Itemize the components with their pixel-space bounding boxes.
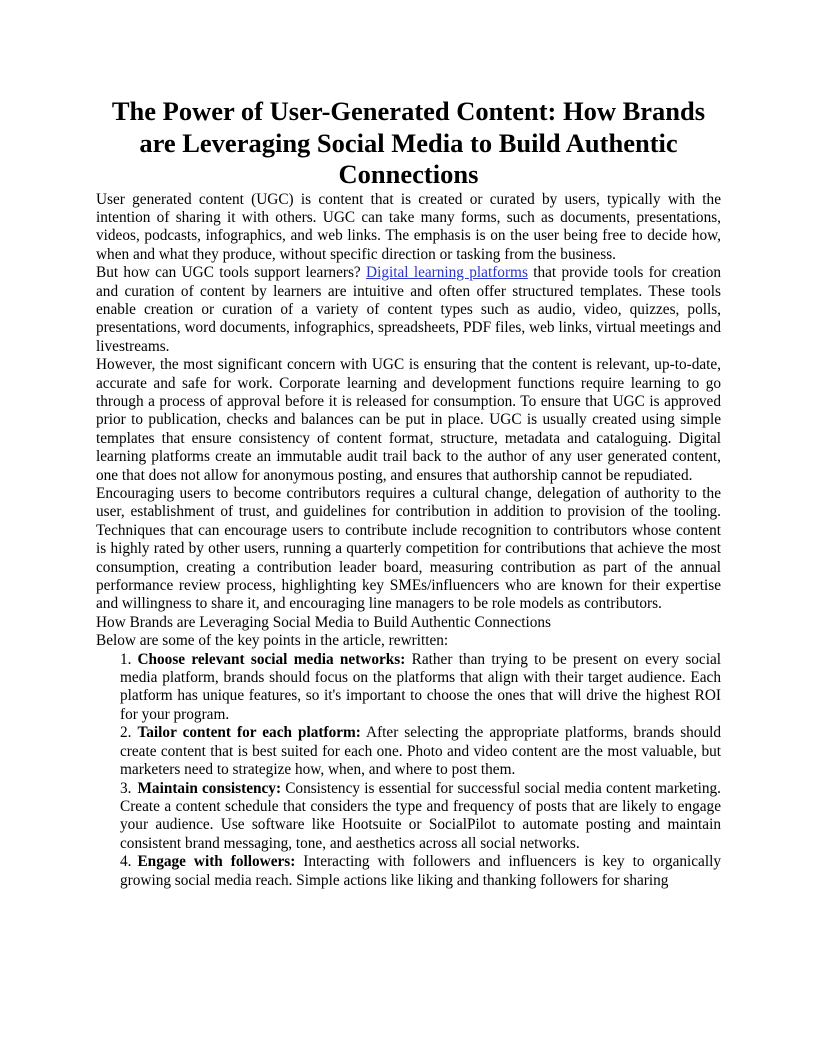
paragraph-ugc-concerns: However, the most significant concern with UGC is ensuring that the content is relevant, up-to-date, accurate and safe for work. Corporate learning and development functions require learning to go through a process of approval before it is released for consumption. To ensure that UGC is approved prior to publication, checks and balances can be put in place. UGC is usually created using simple templates that ensure consistency of content format, structure, metadata and cataloguing. Digital learning platforms create an immutable audit trail back to the author of any user generated content, one that does not allow for anonymous posting, and ensures that authorship cannot be repudiated. (96, 356, 721, 484)
list-item-lead: Tailor content for each platform: (137, 724, 361, 742)
list-item-lead: Maintain consistency: (137, 779, 282, 797)
digital-learning-platforms-link[interactable]: Digital learning platforms (366, 264, 528, 282)
list-item-number: 3. (120, 779, 132, 797)
list-item-text: Consistency is essential for successful social media content marketing. Create a content schedule that considers the type and frequency of posts that are likely to engage your audience. Use software like Hootsuite or SocialPilot to automate posting and maintain consistent brand messaging, tone, and aesthetics across all social networks. (120, 779, 721, 852)
paragraph-text: that provide tools for creation and curation of content by learners are intuitive and often offer structured templates. These tools enable creation or curation of a variety of content types such as audio, video, quizzes, polls, presentations, word documents, infographics, spreadsheets, PDF files, web links, virtual meetings and livestreams. (96, 264, 721, 355)
list-item (120, 780, 721, 854)
paragraph-encouraging-contributors: Encouraging users to become contributors requires a cultural change, delegation of authority to the user, establishment of trust, and guidelines for contribution in addition to provision of the tooling. Techniques that can encourage users to contribute include recognition to contributors whose content is highly rated by other users, running a quarterly competition for contributions that achieve the most consumption, creating a contribution leader board, measuring contribution as part of the annual performance review process, highlighting key SMEs/influencers who are known for their expertise and willingness to share it, and encouraging line managers to be role models as contributors. (96, 485, 721, 613)
list-item-text: Interacting with followers and influencers is key to organically growing social media reach. Simple actions like liking and thanking followers for sharing (120, 853, 721, 889)
key-points-list (96, 651, 721, 890)
list-item (120, 724, 721, 779)
list-item-lead: Engage with followers: (137, 853, 296, 871)
list-item-number: 1. (120, 650, 132, 668)
list-item-number: 4. (120, 853, 132, 871)
document-page (96, 96, 721, 890)
list-item-text: Rather than trying to be present on every social media platform, brands should focus on the platforms that align with their target audience. Each platform has unique features, so it's important to choose the ones that will drive the highest ROI for your program. (120, 650, 721, 723)
paragraph-ugc-definition: User generated content (UGC) is content that is created or curated by users, typically with the intention of sharing it with others. UGC can take many forms, such as documents, presentations, videos, podcasts, infographics, and web links. The emphasis is on the user being free to decide how, when and what they produce, without specific direction or tasking from the business. (96, 190, 721, 263)
paragraph-ugc-tools (96, 264, 721, 356)
list-intro: Below are some of the key points in the article, rewritten: (96, 632, 449, 650)
paragraph-text: But how can UGC tools support learners? (96, 264, 367, 282)
document-title: The Power of User-Generated Content: How Brands are Leveraging Social Media to Build Authentic Connections (111, 96, 706, 189)
list-item-lead: Choose relevant social media networks: (137, 650, 406, 668)
list-item (120, 651, 721, 725)
list-item (120, 853, 721, 890)
list-item-number: 2. (120, 724, 132, 742)
section-subheading: How Brands are Leveraging Social Media to Build Authentic Connections (96, 613, 551, 631)
list-item-text: After selecting the appropriate platforms, brands should create content that is best suited for each one. Photo and video content are the most valuable, but marketers need to strategize how, when, and where to post them. (120, 724, 722, 779)
